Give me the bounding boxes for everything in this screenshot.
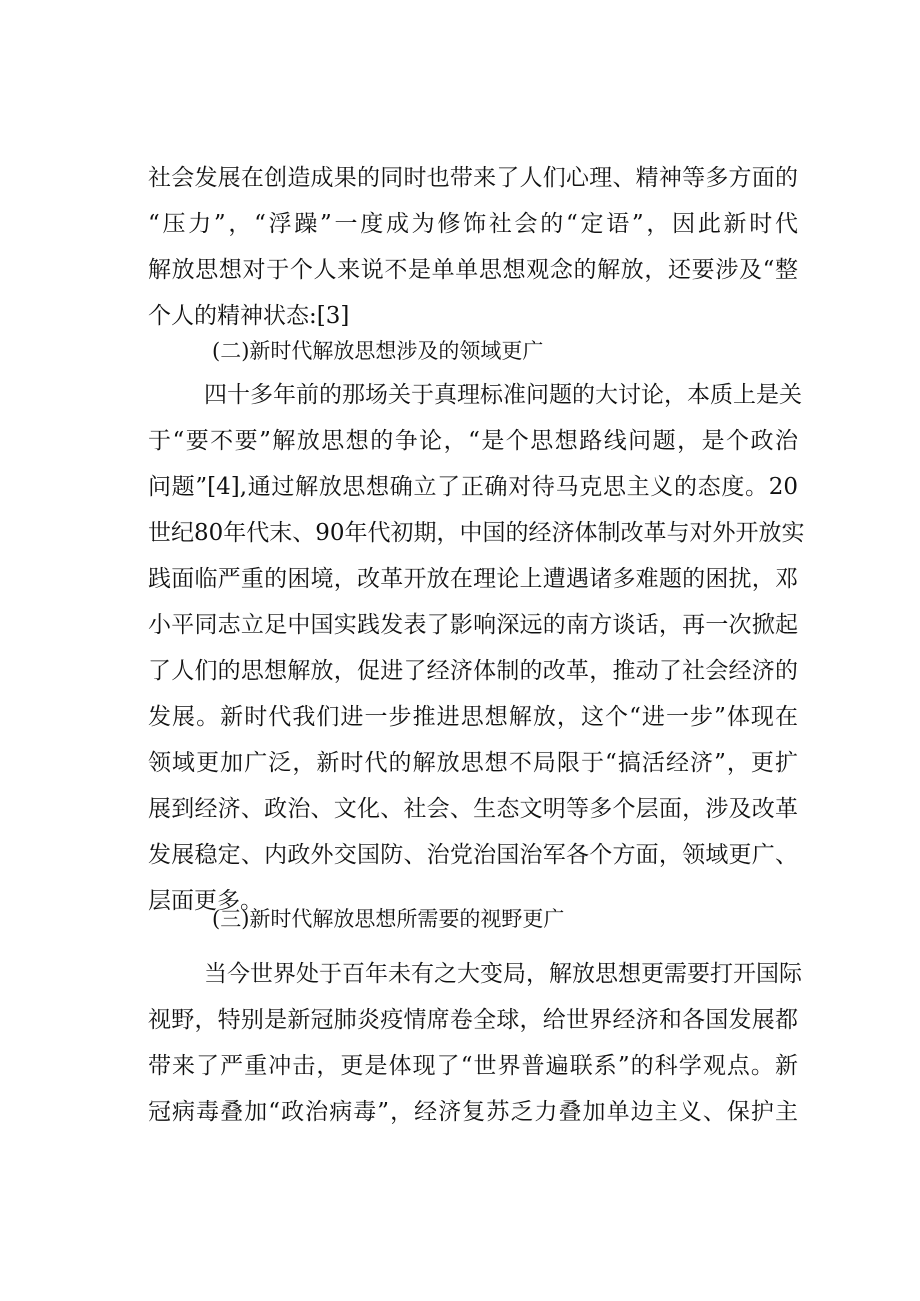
section-heading-vision: (三)新时代解放思想所需要的视野更广 — [212, 907, 565, 931]
text-line: 解放思想对于个人来说不是单单思想观念的解放，还要涉及“整 — [148, 257, 798, 283]
text-line: “压力”，“浮躁”一度成为修饰社会的“定语”，因此新时代 — [148, 211, 798, 237]
text-line: 发展。新时代我们进一步推进思想解放，这个“进一步”体现在 — [148, 704, 798, 730]
text-line: 个人的精神状态:[3] — [148, 303, 350, 329]
text-line: 领域更加广泛，新时代的解放思想不局限于“搞活经济”，更扩 — [148, 750, 798, 776]
text-line: 四十多年前的那场关于真理标准问题的大讨论，本质上是关 — [204, 382, 802, 408]
text-line: 冠病毒叠加“政治病毒”，经济复苏乏力叠加单边主义、保护主 — [148, 1099, 798, 1125]
section-heading-fields: (二)新时代解放思想涉及的领域更广 — [212, 339, 544, 363]
paragraph-social-pressure — [148, 155, 798, 339]
text-line: 带来了严重冲击，更是体现了“世界普遍联系”的科学观点。新 — [148, 1053, 798, 1079]
text-line: 当今世界处于百年未有之大变局，解放思想更需要打开国际 — [204, 961, 802, 987]
paragraph-fields-broader — [148, 372, 805, 924]
text-line: 视野，特别是新冠肺炎疫情席卷全球，给世界经济和各国发展都 — [148, 1007, 798, 1033]
text-line: 问题”[4],通过解放思想确立了正确对待马克思主义的态度。20 — [148, 474, 798, 500]
text-line: 践面临严重的困境，改革开放在理论上遭遇诸多难题的困扰，邓 — [148, 566, 798, 592]
text-line: 社会发展在创造成果的同时也带来了人们心理、精神等多方面的 — [148, 165, 798, 191]
paragraph-vision-broader — [148, 951, 802, 1135]
text-line: 发展稳定、内政外交国防、治党治国治军各个方面，领域更广、 — [148, 842, 798, 868]
text-line: 小平同志立足中国实践发表了影响深远的南方谈话，再一次掀起 — [148, 612, 798, 638]
text-line: 了人们的思想解放，促进了经济体制的改革，推动了社会经济的 — [148, 658, 798, 684]
text-line: 层面更多。 — [148, 888, 263, 914]
text-line: 世纪80年代末、90年代初期，中国的经济体制改革与对外开放实 — [148, 520, 805, 546]
text-line: 展到经济、政治、文化、社会、生态文明等多个层面，涉及改革 — [148, 796, 798, 822]
text-line: 于“要不要”解放思想的争论，“是个思想路线问题，是个政治 — [148, 428, 798, 454]
